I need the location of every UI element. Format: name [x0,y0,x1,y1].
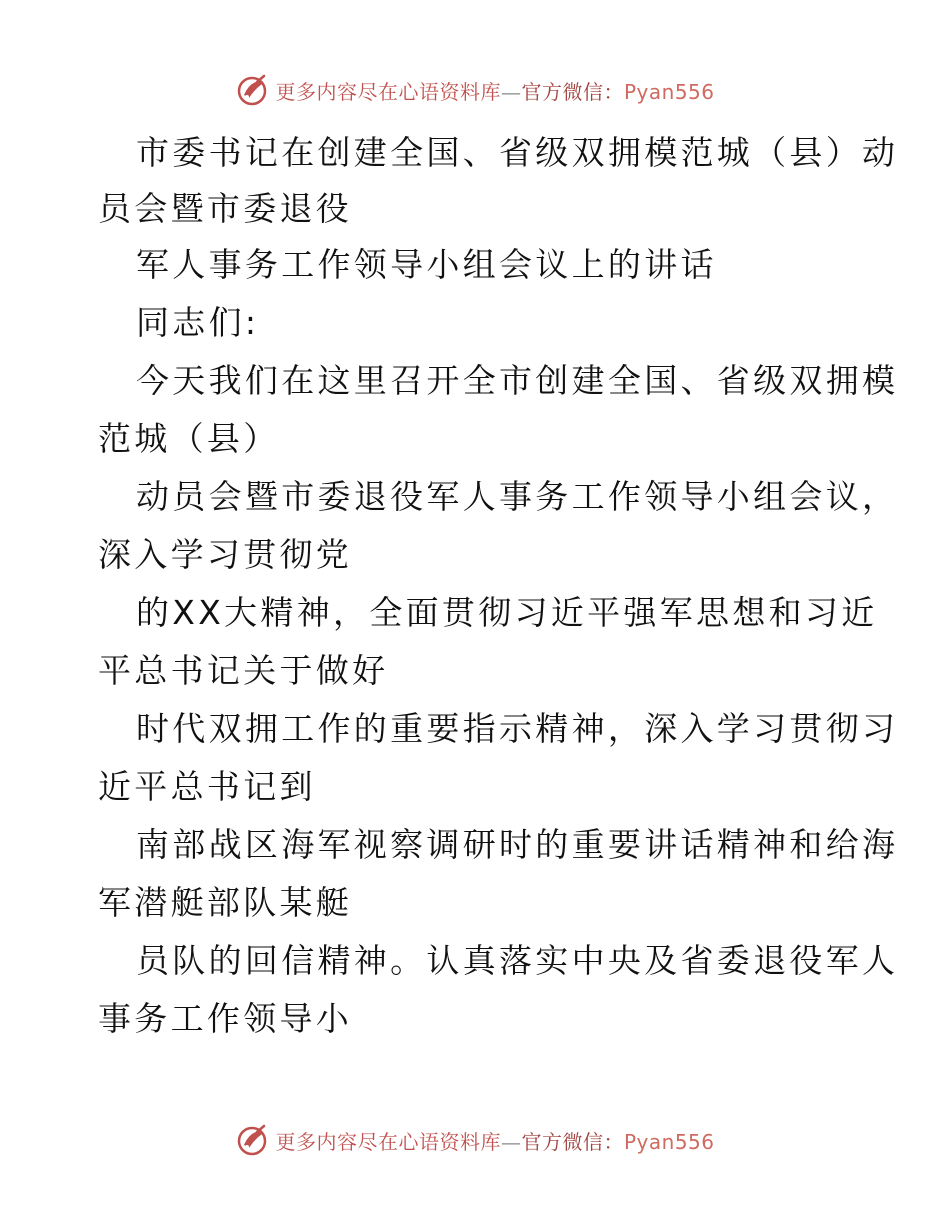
doc-line-5: 今天我们在这里召开全市创建全国、省级双拥模 [136,361,899,400]
watermark-wechat-id: Pyan556 [623,79,715,104]
doc-line-4: 同志们: [136,303,260,342]
watermark-wechat-label: 官方微信： [521,79,624,104]
doc-line-1: 市委书记在创建全国、省级双拥模范城（县）动 [136,133,899,172]
watermark-text [275,76,714,105]
footer-watermark-banner [0,1120,950,1160]
watermark-wechat-label: 官方微信： [521,1129,624,1154]
doc-line-8: 深入学习贯彻党 [98,535,353,574]
doc-line-12: 近平总书记到 [98,767,316,806]
doc-line-14: 军潜艇部队某艇 [98,883,353,922]
header-watermark-banner [0,70,950,110]
watermark-dash: — [500,1129,522,1154]
doc-line-13: 南部战区海军视察调研时的重要讲话精神和给海 [136,825,899,864]
doc-line-7: 动员会暨市委退役军人事务工作领导小组会议， [136,477,899,516]
watermark-site-text: 更多内容尽在心语资料库 [275,1129,501,1154]
doc-line-10: 平总书记关于做好 [98,651,389,690]
doc-line-15: 员队的回信精神。认真落实中央及省委退役军人 [136,941,899,980]
doc-line-11: 时代双拥工作的重要指示精神，深入学习贯彻习 [136,709,899,748]
doc-line-6: 范城（县） [98,419,280,458]
doc-line-3: 军人事务工作领导小组会议上的讲话 [136,245,717,284]
hand-writing-logo-icon [235,1123,269,1157]
doc-line-16: 事务工作领导小 [98,999,353,1038]
watermark-wechat-id: Pyan556 [623,1129,715,1154]
doc-line-9: 的XX大精神，全面贯彻习近平强军思想和习近 [136,593,878,632]
watermark-site-text: 更多内容尽在心语资料库 [275,79,501,104]
hand-writing-logo-icon [235,73,269,107]
doc-line-2: 员会暨市委退役 [98,189,353,228]
watermark-text [275,1126,714,1155]
watermark-dash: — [500,79,522,104]
